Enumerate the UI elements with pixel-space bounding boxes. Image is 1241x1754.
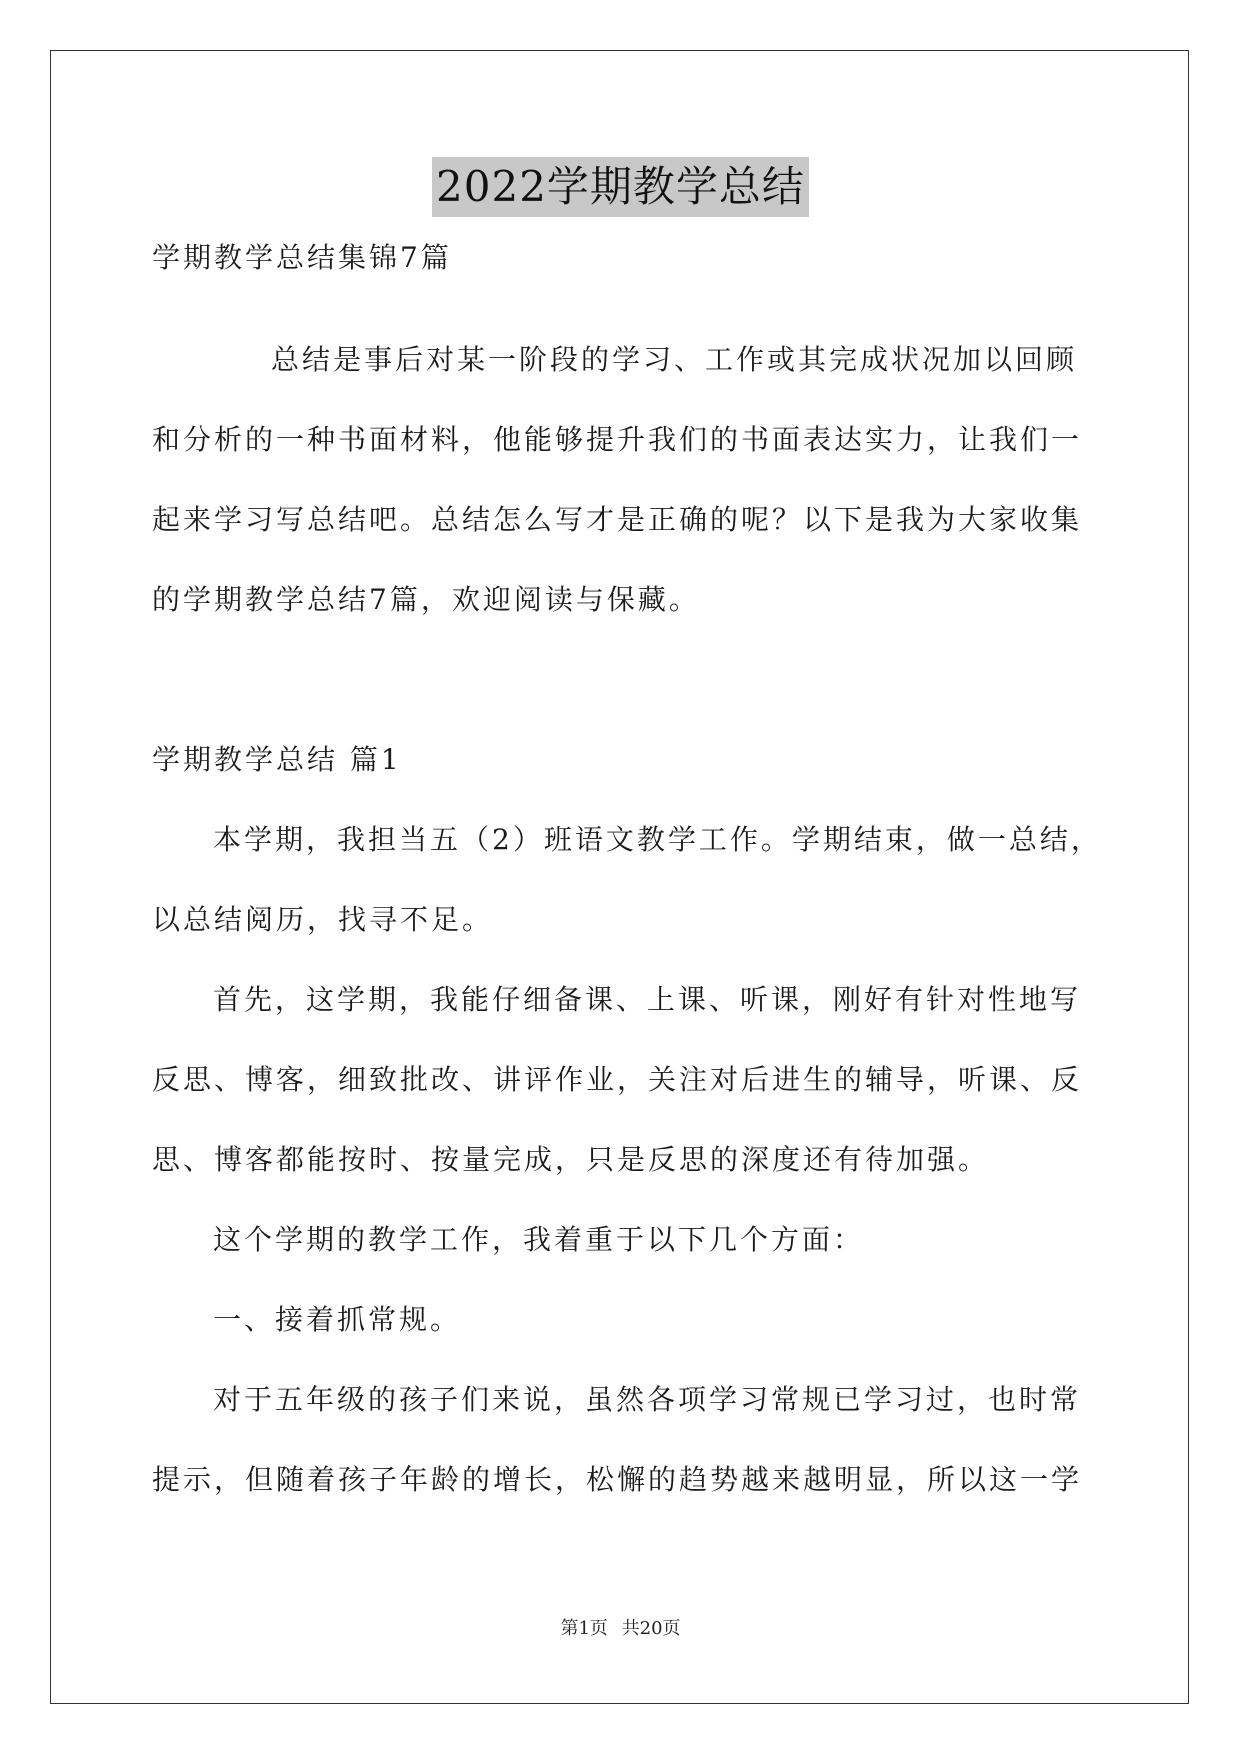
paragraph-line: 首先，这学期，我能仔细备课、上课、听课，刚好有针对性地写 [213, 983, 1082, 1016]
paragraph-line: 一、接着抓常规。 [213, 1303, 462, 1336]
paragraph-line: 提示，但随着孩子年龄的增长，松懈的趋势越来越明显，所以这一学 [152, 1463, 1083, 1496]
paragraph-line: 反思、博客，细致批改、讲评作业，关注对后进生的辅导，听课、反 [152, 1063, 1083, 1096]
subtitle-line: 学期教学总结集锦7篇 [152, 241, 452, 274]
paragraph-line: 起来学习写总结吧。总结怎么写才是正确的呢？以下是我为大家收集 [152, 503, 1083, 536]
document-title: 2022学期教学总结 [432, 157, 809, 217]
paragraph-line: 思、博客都能按时、按量完成，只是反思的深度还有待加强。 [152, 1143, 990, 1176]
page-number: 第1页 [560, 1618, 608, 1639]
paragraph-line: 和分析的一种书面材料，他能够提升我们的书面表达实力，让我们一 [152, 423, 1083, 456]
page-border [50, 50, 1189, 1704]
page-footer [0, 1614, 1241, 1640]
paragraph-line: 对于五年级的孩子们来说，虽然各项学习常规已学习过，也时常 [213, 1383, 1082, 1416]
page-total: 共20页 [621, 1618, 681, 1639]
paragraph-line: 本学期，我担当五（2）班语文教学工作。学期结束，做一总结， [213, 823, 1102, 856]
paragraph-line: 这个学期的教学工作，我着重于以下几个方面： [213, 1223, 865, 1256]
title-container [0, 157, 1241, 217]
section-heading: 学期教学总结 篇1 [152, 743, 402, 776]
paragraph-line: 以总结阅历，找寻不足。 [152, 903, 494, 936]
paragraph-line: 的学期教学总结7篇，欢迎阅读与保藏。 [152, 583, 700, 616]
paragraph-line: 总结是事后对某一阶段的学习、工作或其完成状况加以回顾 [271, 343, 1078, 376]
